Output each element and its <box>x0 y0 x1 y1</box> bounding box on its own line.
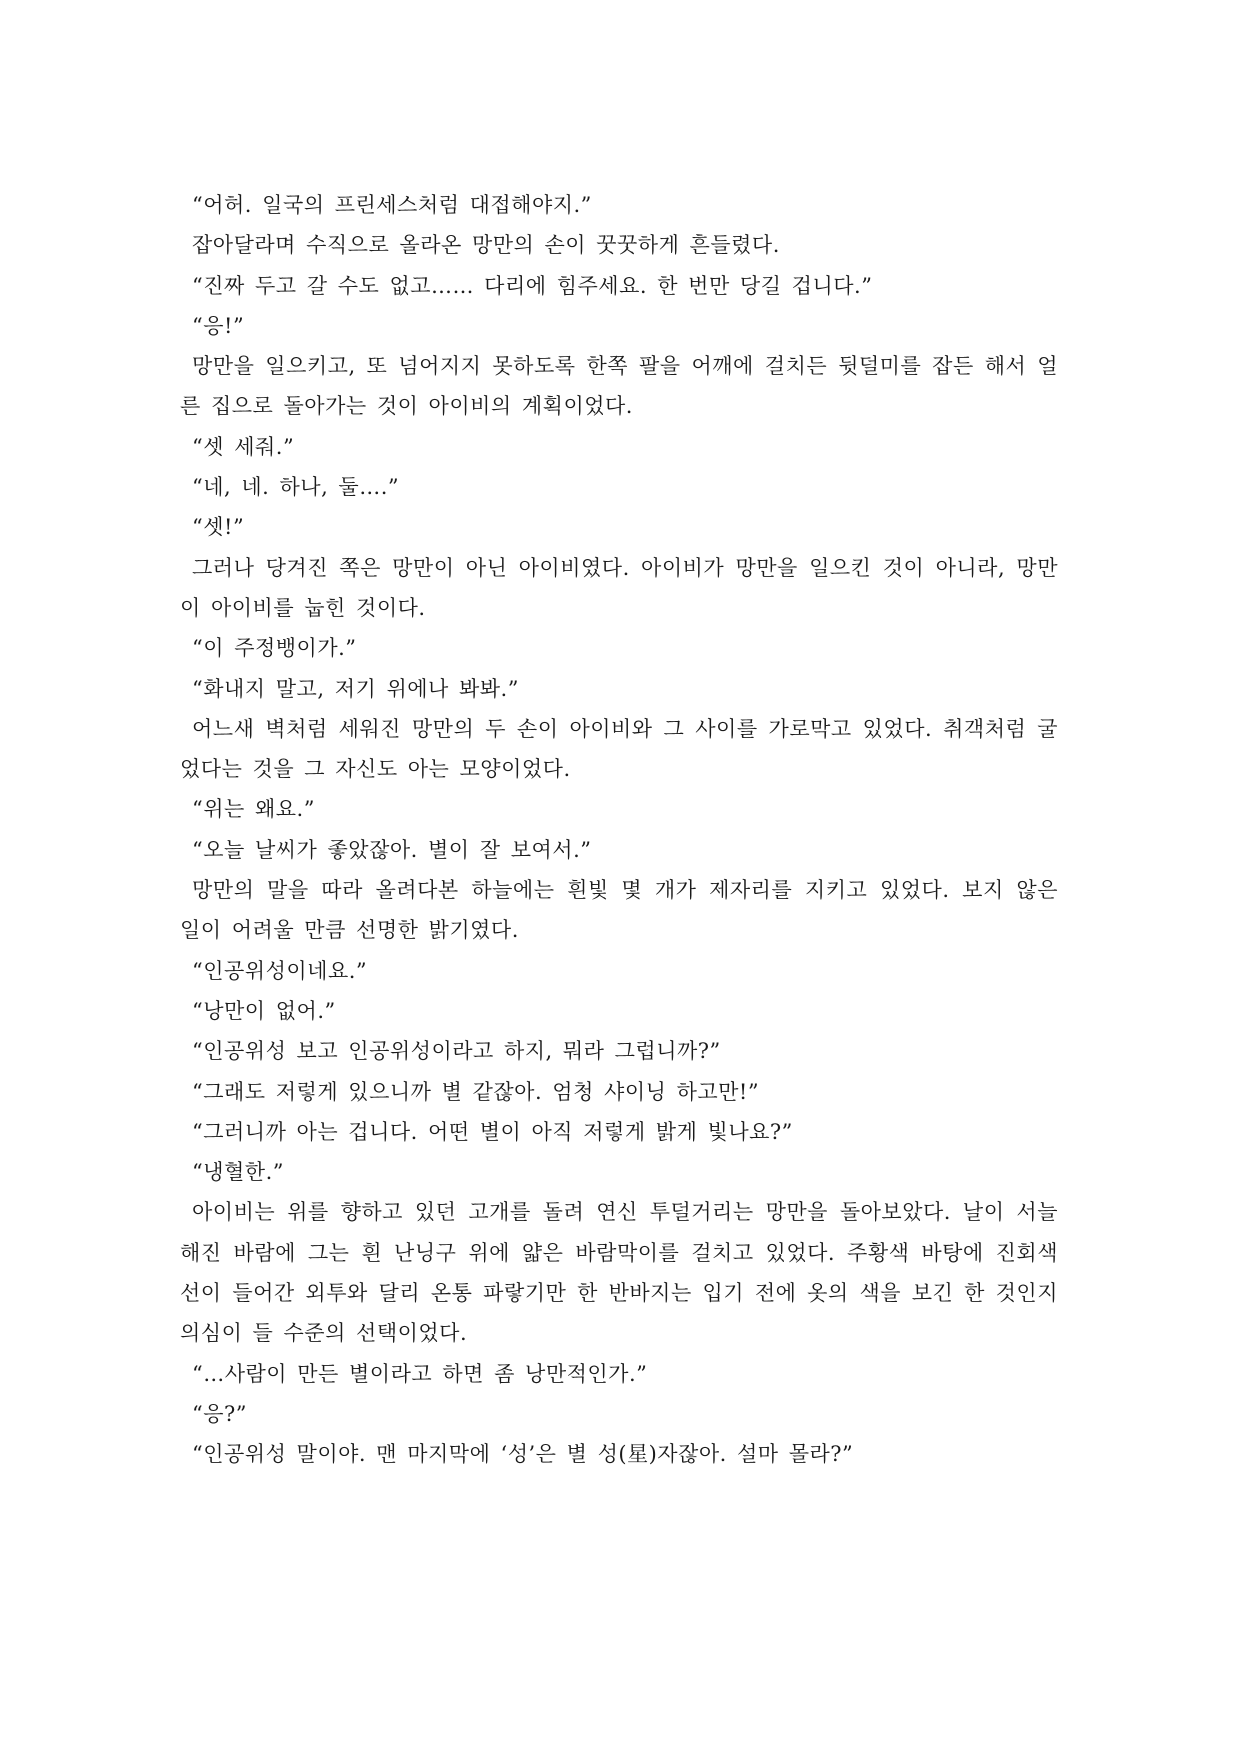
paragraph: “위는 왜요.” <box>192 797 315 822</box>
paragraph: 아이비는 위를 향하고 있던 고개를 돌려 연신 투덜거리는 망만을 돌아보았다. 날이 서늘해진 바람에 그는 흰 난닝구 위에 얇은 바람막이를 걸치고 있었다. 주황색 바탕에 진회색 선이 들어간 외투와 달리 온통 파랗기만 한 반바지는 입기 전에 옷의 색을 보긴 한 것인지 의심이 들 수준의 선택이었다. <box>180 1200 1058 1346</box>
paragraph: “인공위성 말이야. 맨 마지막에 ‘성’은 별 성(星)자잖아. 설마 몰라?” <box>192 1442 854 1467</box>
paragraph: “화내지 말고, 저기 위에나 봐봐.” <box>192 676 519 701</box>
paragraph: “오늘 날씨가 좋았잖아. 별이 잘 보여서.” <box>192 837 592 862</box>
paragraph: “이 주정뱅이가.” <box>192 636 357 661</box>
paragraph: 망만을 일으키고, 또 넘어지지 못하도록 한쪽 팔을 어깨에 걸치든 뒷덜미를 잡든 해서 얼른 집으로 돌아가는 것이 아이비의 계획이었다. <box>180 354 1058 419</box>
paragraph: “응?” <box>192 1401 248 1426</box>
story-text <box>180 185 1058 1475</box>
paragraph: 잡아달라며 수직으로 올라온 망만의 손이 꿋꿋하게 흔들렸다. <box>192 233 780 258</box>
paragraph: “냉혈한.” <box>192 1160 285 1185</box>
paragraph: “…사람이 만든 별이라고 하면 좀 낭만적인가.” <box>192 1361 648 1386</box>
paragraph: 어느새 벽처럼 세워진 망만의 두 손이 아이비와 그 사이를 가로막고 있었다. 취객처럼 굴었다는 것을 그 자신도 아는 모양이었다. <box>180 716 1058 782</box>
paragraph: “셋 세줘.” <box>192 434 295 459</box>
paragraph: “인공위성 보고 인공위성이라고 하지, 뭐라 그럽니까?” <box>192 1039 721 1064</box>
paragraph: “셋!” <box>192 515 245 540</box>
paragraph: “그러니까 아는 겁니다. 어떤 별이 아직 저렇게 밝게 빛나요?” <box>192 1119 793 1144</box>
paragraph: “응!” <box>192 313 245 338</box>
paragraph: 망만의 말을 따라 올려다본 하늘에는 흰빛 몇 개가 제자리를 지키고 있었다. 보지 않은 일이 어려울 만큼 선명한 밝기였다. <box>180 878 1058 943</box>
paragraph: “인공위성이네요.” <box>192 958 368 983</box>
paragraph: “그래도 저렇게 있으니까 별 같잖아. 엄청 샤이닝 하고만!” <box>192 1079 760 1104</box>
paragraph: “진짜 두고 갈 수도 없고…… 다리에 힘주세요. 한 번만 당길 겁니다.” <box>192 273 873 298</box>
paragraph: “낭만이 없어.” <box>192 998 336 1023</box>
paragraph: “네, 네. 하나, 둘….” <box>192 475 400 500</box>
paragraph: 그러나 당겨진 쪽은 망만이 아닌 아이비였다. 아이비가 망만을 일으킨 것이 아니라, 망만이 아이비를 눕힌 것이다. <box>180 555 1058 620</box>
paragraph: “어허. 일국의 프린세스처럼 대접해야지.” <box>192 193 592 217</box>
